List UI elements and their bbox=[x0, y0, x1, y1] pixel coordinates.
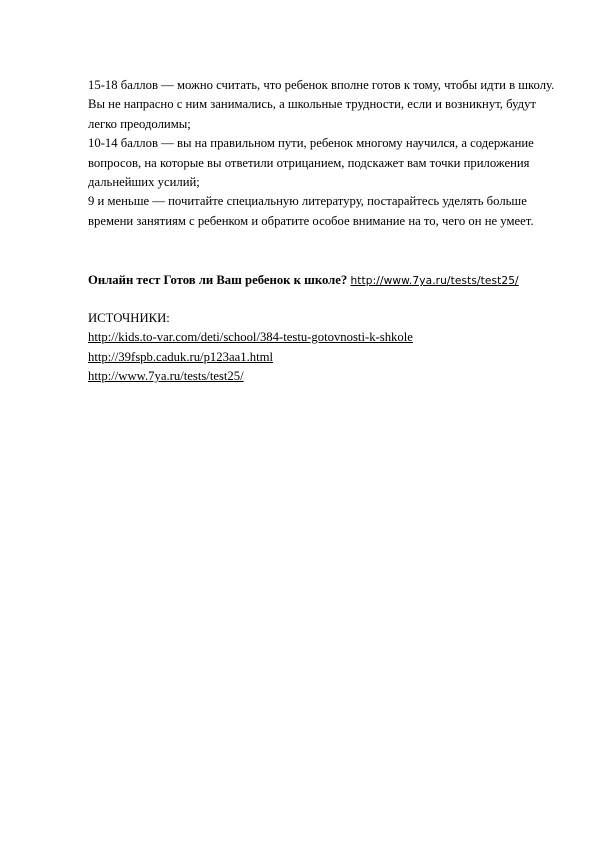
result-15-18: 15-18 баллов — можно считать, что ребенок вполне готов к тому, чтобы идти в школу. Вы не напрасно с ним занимались, а школьные трудности, если и возникнут, будут легко преодолимы; bbox=[88, 78, 555, 131]
source-link-2[interactable]: http://39fspb.caduk.ru/p123aa1.html bbox=[88, 349, 273, 364]
online-test-title: Готов ли Ваш ребенок к школе? bbox=[163, 273, 348, 287]
sources-heading: ИСТОЧНИКИ: bbox=[88, 311, 170, 325]
sources-section bbox=[88, 309, 558, 387]
source-link-3[interactable]: http://www.7ya.ru/tests/test25/ bbox=[88, 369, 244, 384]
scoring-results bbox=[88, 76, 558, 231]
source-link-1[interactable]: http://kids.to-var.com/deti/school/384-testu-gotovnosti-k-shkole bbox=[88, 330, 413, 345]
online-test-line bbox=[88, 271, 558, 291]
online-test-link[interactable]: http://www.7ya.ru/tests/test25/ bbox=[350, 275, 519, 287]
result-10-14: 10-14 баллов — вы на правильном пути, ребенок многому научился, а содержание вопросов, на которые вы ответили отрицанием, подскажет вам точки приложения дальнейших усилий; bbox=[88, 136, 534, 190]
online-test-prefix: Онлайн тест bbox=[88, 273, 164, 287]
result-9-less: 9 и меньше — почитайте специальную литературу, постарайтесь уделять больше времени занятиям с ребенком и обратите особое внимание на то, чего он не умеет. bbox=[88, 194, 534, 228]
